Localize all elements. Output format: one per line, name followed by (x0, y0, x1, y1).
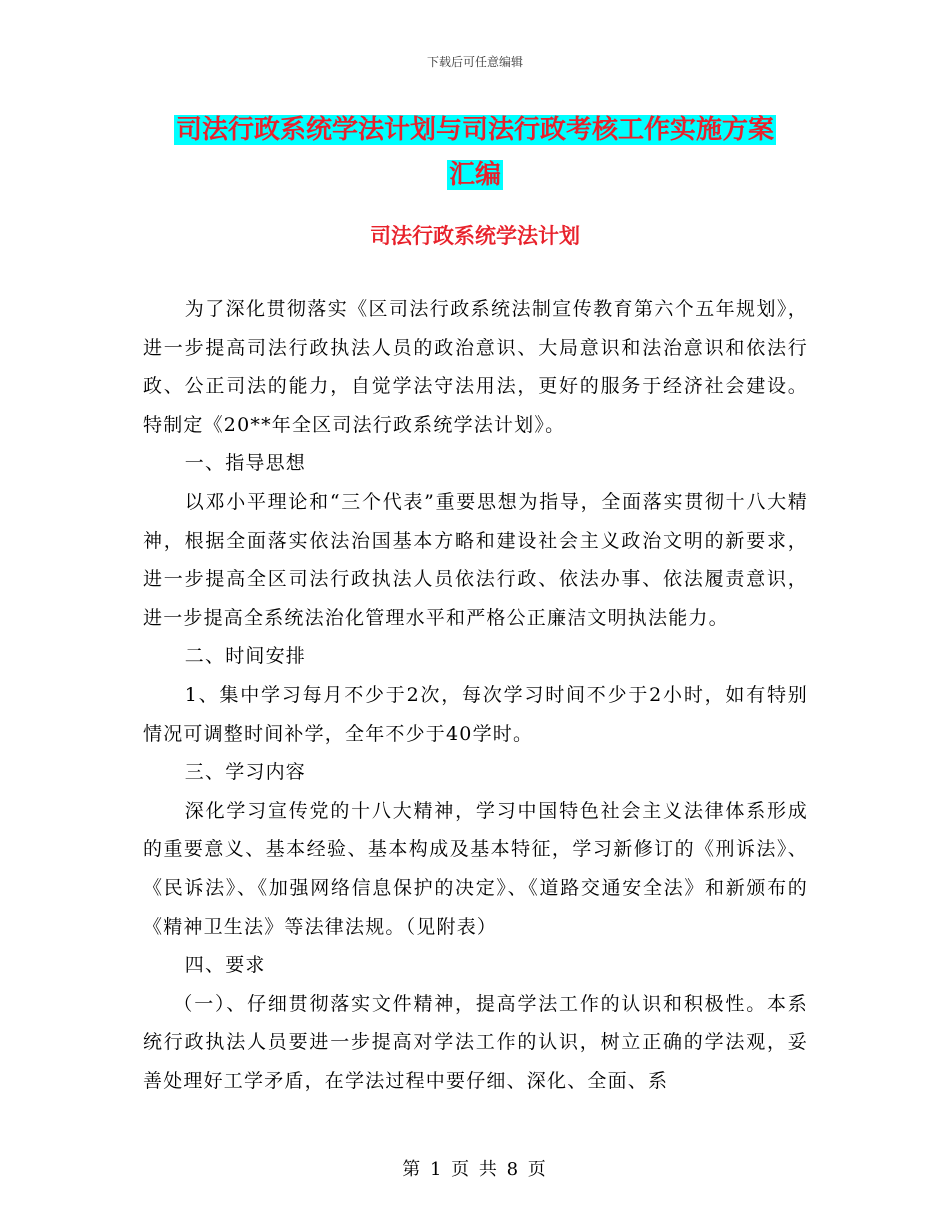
paragraph-requirements: （一）、仔细贯彻落实文件精神，提高学法工作的认识和积极性。本系统行政执法人员要进一步提高对学法工作的认识，树立正确的学法观，妥善处理好工学矛盾，在学法过程中要仔细、深化、全面、系 (143, 992, 808, 1092)
paragraph-intro: 为了深化贯彻落实《区司法行政系统法制宣传教育第六个五年规划》，进一步提高司法行政执法人员的政治意识、大局意识和法治意识和依法行政、公正司法的能力，自觉学法守法用法，更好的服务于经济社会建设。特制定《20**年全区司法行政系统学法计划》。 (143, 298, 808, 436)
heading-schedule: 二、时间安排 (184, 645, 306, 668)
document-body (143, 290, 808, 1100)
heading-guiding-ideology: 一、指导思想 (184, 452, 306, 475)
paragraph-schedule: 1、集中学习每月不少于2次，每次学习时间不少于2小时，如有特别情况可调整时间补学，全年不少于40学时。 (143, 683, 808, 745)
heading-study-content: 三、学习内容 (184, 761, 306, 784)
header-note: 下载后可任意编辑 (426, 55, 523, 69)
document-title (140, 108, 810, 198)
section-title: 司法行政系统学法计划 (370, 224, 580, 248)
document-title-line1: 司法行政系统学法计划与司法行政考核工作实施方案 (175, 115, 774, 145)
document-title-line2: 汇编 (448, 160, 501, 190)
paragraph-study-content: 深化学习宣传党的十八大精神，学习中国特色社会主义法律体系形成的重要意义、基本经验、基本构成及基本特征，学习新修订的《刑诉法》、《民诉法》、《加强网络信息保护的决定》、《道路交通安全法》和新颁布的《精神卫生法》等法律法规。（见附表） (143, 799, 808, 938)
paragraph-guiding-ideology: 以邓小平理论和“三个代表”重要思想为指导，全面落实贯彻十八大精神，根据全面落实依法治国基本方略和建设社会主义政治文明的新要求，进一步提高全区司法行政执法人员依法行政、依法办事、依法履责意识，进一步提高全系统法治化管理水平和严格公正廉洁文明执法能力。 (143, 490, 808, 629)
page-footer: 第 1 页 共 8 页 (402, 1159, 548, 1180)
heading-requirements: 四、要求 (184, 954, 266, 977)
